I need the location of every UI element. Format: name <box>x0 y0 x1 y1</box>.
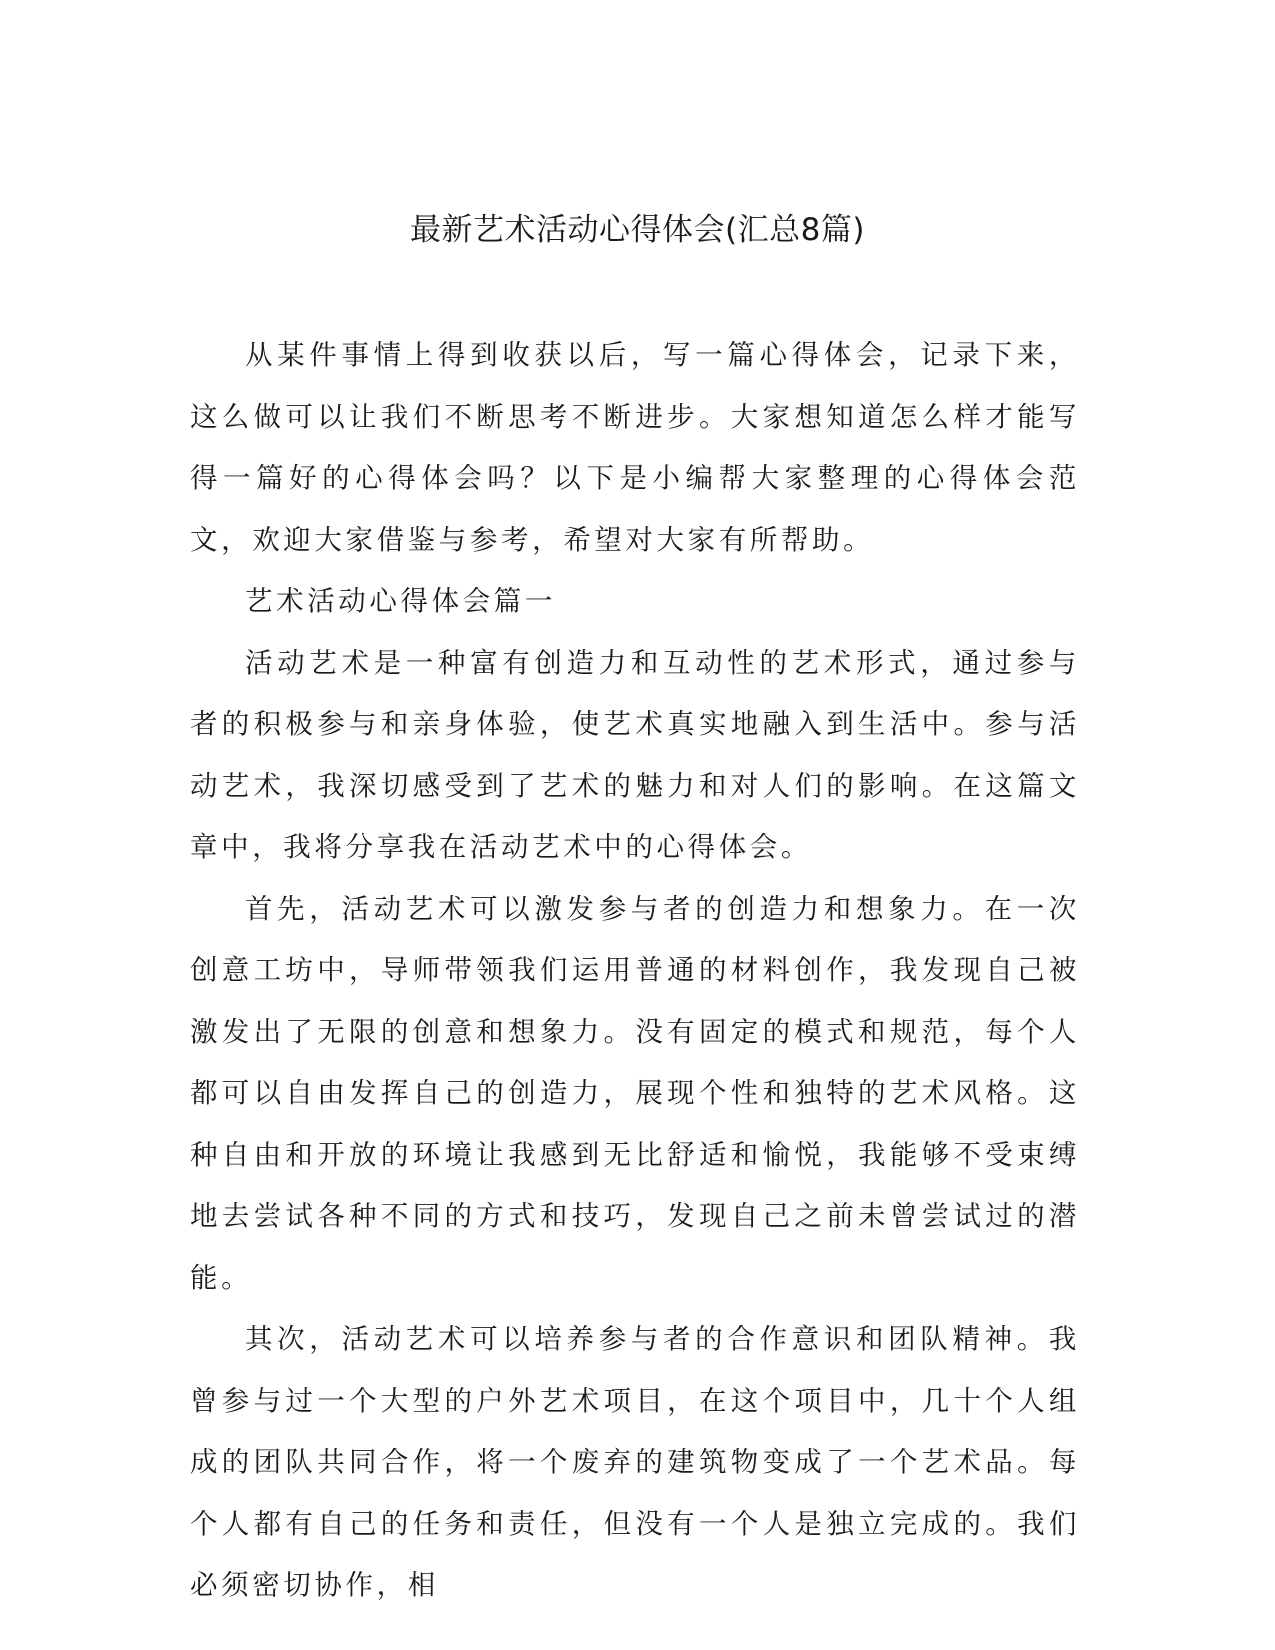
body-paragraph: 首先，活动艺术可以激发参与者的创造力和想象力。在一次创意工坊中，导师带领我们运用普通的材料创作，我发现自己被激发出了无限的创意和想象力。没有固定的模式和规范，每个人都可以自由发挥自己的创造力，展现个性和独特的艺术风格。这种自由和开放的环境让我感到无比舒适和愉悦，我能够不受束缚地去尝试各种不同的方式和技巧，发现自己之前未曾尝试过的潜能。 <box>190 892 1080 1294</box>
body-paragraph: 其次，活动艺术可以培养参与者的合作意识和团队精神。我曾参与过一个大型的户外艺术项目，在这个项目中，几十个人组成的团队共同合作，将一个废弃的建筑物变成了一个艺术品。每个人都有自己的任务和责任，但没有一个人是独立完成的。我们必须密切协作，相 <box>190 1323 1080 1601</box>
body-paragraph: 活动艺术是一种富有创造力和互动性的艺术形式，通过参与者的积极参与和亲身体验，使艺术真实地融入到生活中。参与活动艺术，我深切感受到了艺术的魅力和对人们的影响。在这篇文章中，我将分享我在活动艺术中的心得体会。 <box>190 646 1080 863</box>
intro-paragraph: 从某件事情上得到收获以后，写一篇心得体会，记录下来，这么做可以让我们不断思考不断进步。大家想知道怎么样才能写得一篇好的心得体会吗？以下是小编帮大家整理的心得体会范文，欢迎大家借鉴与参考，希望对大家有所帮助。 <box>190 339 1080 556</box>
document-title: 最新艺术活动心得体会(汇总8篇) <box>410 212 865 248</box>
section-heading: 艺术活动心得体会篇一 <box>245 585 556 617</box>
document-body <box>190 325 1080 1617</box>
